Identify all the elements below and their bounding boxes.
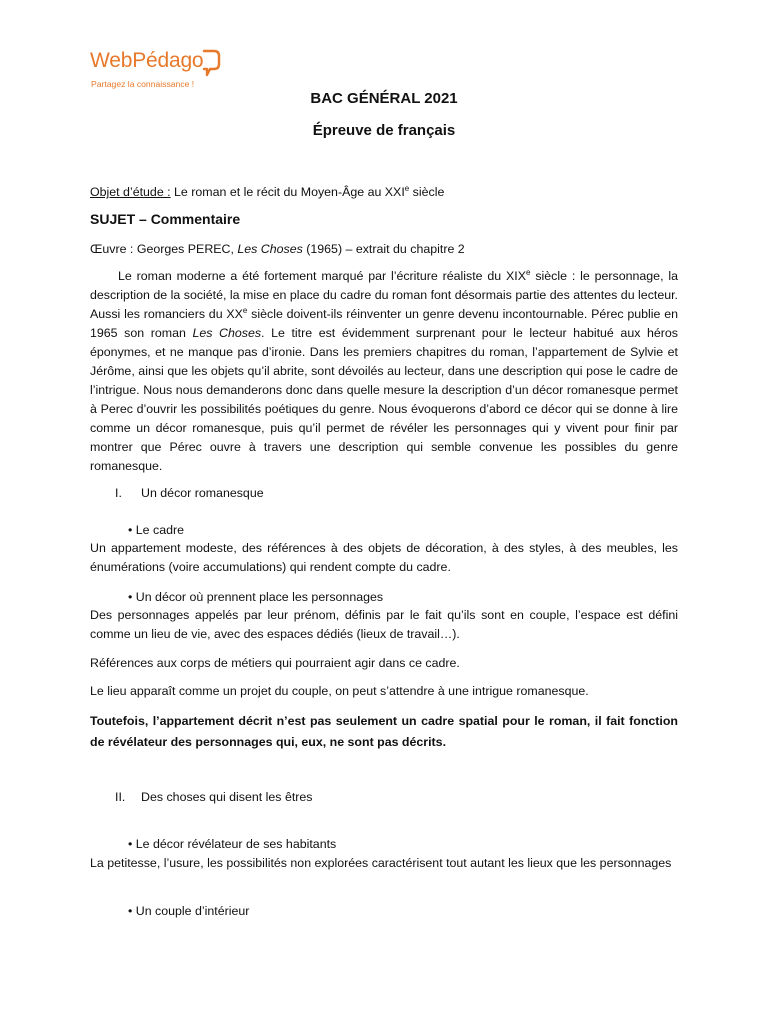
exam-title: BAC GÉNÉRAL 2021 bbox=[310, 90, 458, 107]
section-1-heading bbox=[115, 484, 264, 503]
speech-bubble-icon bbox=[198, 48, 222, 78]
intro-text-2: siècle : le personnage, la description de la société, la mise en place du cadre du roman font désormais partie des attentes du lecteur. Aussi les romanciers du XX bbox=[90, 269, 678, 321]
section-2-bullet-1: • Le décor révélateur de ses habitants bbox=[128, 837, 337, 851]
intro-text-1: Le roman moderne a été fortement marqué par l’écriture réaliste du XIX bbox=[118, 269, 527, 283]
section-1-title: Un décor romanesque bbox=[141, 486, 264, 500]
intro-sup-1: e bbox=[526, 267, 531, 277]
section-2-bullet-2: • Un couple d’intérieur bbox=[128, 904, 250, 918]
section-2-text-1: La petitesse, l’usure, les possibilités non explorées caractérisent tout autant les lieux que les personnages bbox=[90, 856, 672, 870]
intro-book-title: Les Choses bbox=[192, 326, 262, 340]
intro-text-3: siècle doivent-ils réinventer un genre devenu incontournable. Pérec publie en 1965 son roman bbox=[90, 307, 678, 340]
objet-etude-line bbox=[90, 183, 678, 202]
intro-paragraph bbox=[90, 267, 678, 476]
section-1-bullet-1: • Le cadre bbox=[128, 523, 184, 537]
section-1-text-5: Toutefois, l’appartement décrit n’est pas seulement un cadre spatial pour le roman, il fait fonction de révélateur des personnages qui, eux, ne sont pas décrits. bbox=[90, 714, 678, 749]
sujet-heading: SUJET – Commentaire bbox=[90, 211, 241, 227]
intro-sup-2: e bbox=[242, 305, 248, 315]
oeuvre-line bbox=[90, 240, 678, 259]
objet-etude-text-end: siècle bbox=[409, 185, 445, 199]
objet-etude-label: Objet d’étude : bbox=[90, 185, 171, 199]
section-2-number: II. bbox=[115, 790, 126, 804]
objet-etude-text: Le roman et le récit du Moyen-Âge au XXI bbox=[170, 185, 405, 199]
exam-subject: Épreuve de français bbox=[312, 122, 456, 139]
oeuvre-title: Les Choses bbox=[237, 242, 303, 256]
logo-tagline: Partagez la connaissance ! bbox=[91, 79, 195, 89]
oeuvre-prefix: Œuvre : Georges PEREC, bbox=[90, 242, 238, 256]
oeuvre-suffix: (1965) – extrait du chapitre 2 bbox=[302, 242, 465, 256]
objet-etude-sup: e bbox=[404, 183, 410, 193]
section-1-text-4: Le lieu apparaît comme un projet du couple, on peut s’attendre à une intrigue romanesque. bbox=[90, 684, 589, 698]
section-2-title: Des choses qui disent les êtres bbox=[141, 790, 313, 804]
section-1-bullet-2: • Un décor où prennent place les personnages bbox=[128, 590, 384, 604]
section-1-text-3: Références aux corps de métiers qui pourraient agir dans ce cadre. bbox=[90, 656, 460, 670]
section-2-heading bbox=[115, 788, 313, 807]
section-1-text-1: Un appartement modeste, des références à des objets de décoration, à des styles, à des meubles, les énumérations (voire accumulations) qui rendent compte du cadre. bbox=[90, 541, 678, 574]
section-1-text-2: Des personnages appelés par leur prénom, définis par le fait qu’ils sont en couple, l’espace est défini comme un lieu de vie, avec des espaces dédiés (lieux de travail…). bbox=[90, 608, 678, 641]
section-1-number: I. bbox=[115, 486, 122, 500]
intro-text-4: . Le titre est évidemment surprenant pour le lecteur habitué aux héros éponymes, et ne manque pas d’ironie. Dans les premiers chapitres du roman, l’appartement de Sylvie et Jérôme, ainsi que les objets qu’il abrite, sont dévoilés au lecteur, dans une description qui pose le cadre de l’intrigue. Nous nous demanderons donc dans quelle mesure la description d’un décor romanesque permet à Perec d’ouvrir les possibilités poétiques du genre. Nous évoquerons d’abord ce décor qui se donne à lire comme un décor romanesque, puis qu’il permet de révéler les personnages qui y vivent pour finir par montrer que Pérec ouvre à travers une description qui semble convenue les possibles du genre romanesque. bbox=[90, 326, 678, 473]
logo-wordmark: WebPédago bbox=[90, 49, 204, 72]
